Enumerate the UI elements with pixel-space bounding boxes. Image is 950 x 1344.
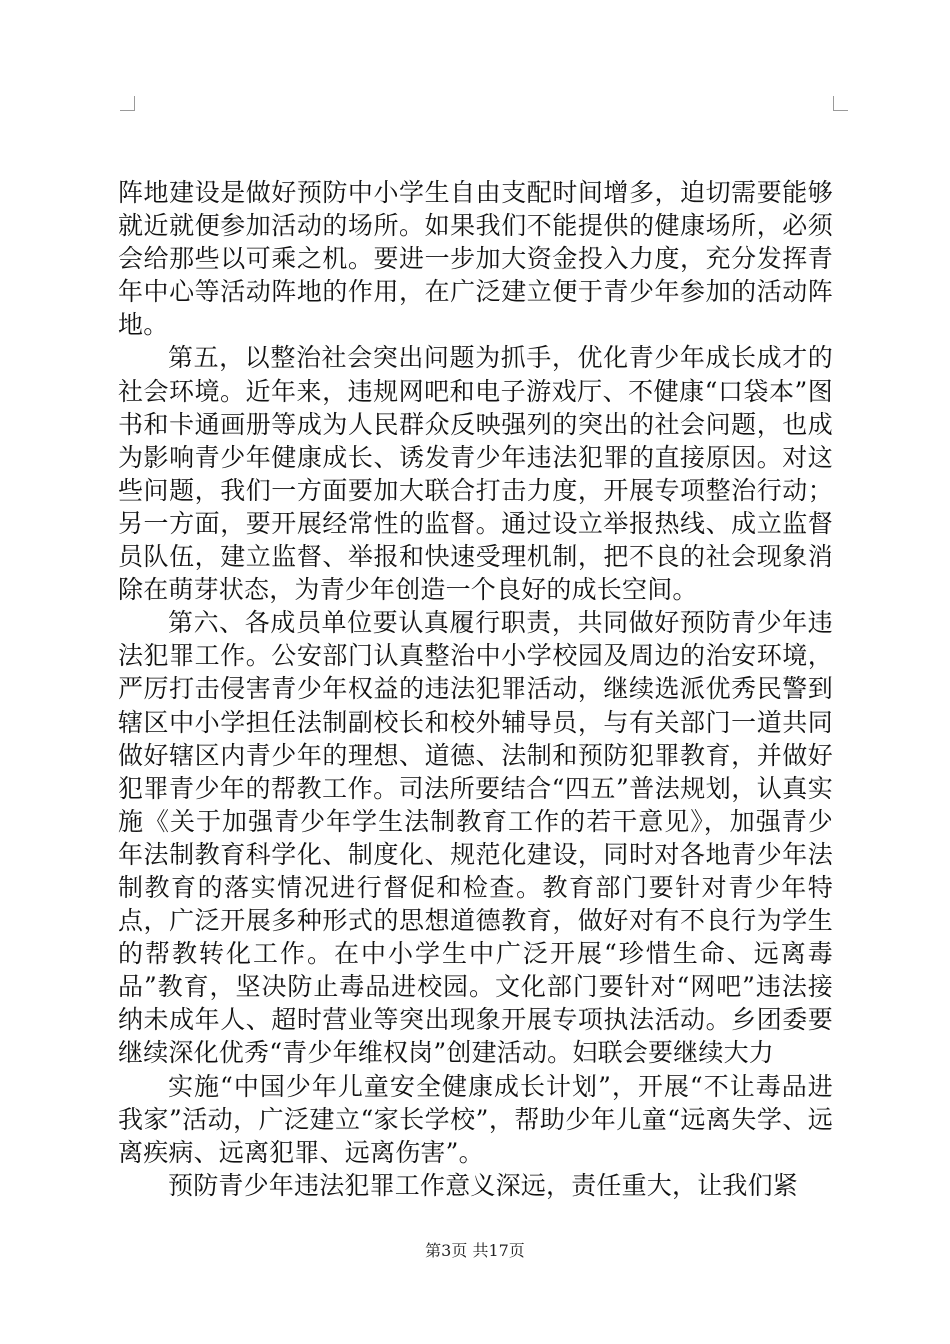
paragraph-sixth-point: 第六、各成员单位要认真履行职责，共同做好预防青少年违法犯罪工作。公安部门认真整治中小学校园及周边的治安环境，严厉打击侵害青少年权益的违法犯罪活动，继续选派优秀民警到辖区中小学担任法制副校长和校外辅导员，与有关部门一道共同做好辖区内青少年的理想、道德、法制和预防犯罪教育，并做好犯罪青少年的帮教工作。司法所要结合“四五”普法规划，认真实施《关于加强青少年学生法制教育工作的若干意见》，加强青少年法制教育科学化、制度化、规范化建设，同时对各地青少年法制教育的落实情况进行督促和检查。教育部门要针对青少年特点，广泛开展多种形式的思想道德教育，做好对有不良行为学生的帮教转化工作。在中小学生中广泛开展“珍惜生命、远离毒品”教育，坚决防止毒品进校园。文化部门要针对“网吧”违法接纳未成年人、超时营业等突出现象开展专项执法活动。乡团委要继续深化优秀“青少年维权岗”创建活动。妇联会要继续大力 (118, 608, 833, 1068)
top-left-crop-mark (120, 96, 135, 111)
page-number-footer: 第3页 共17页 (425, 1241, 525, 1260)
paragraph-womens-federation: 实施“中国少年儿童安全健康成长计划”，开展“不让毒品进我家”活动，广泛建立“家长学校”，帮助少年儿童“远离失学、远离疾病、远离犯罪、远离伤害”。 (118, 1071, 833, 1167)
top-right-crop-mark (833, 96, 848, 111)
document-body (118, 176, 833, 1202)
paragraph-fifth-point: 第五，以整治社会突出问题为抓手，优化青少年成长成才的社会环境。近年来，违规网吧和电子游戏厅、不健康“口袋本”图书和卡通画册等成为人民群众反映强列的突出的社会问题，也成为影响青少年健康成长、诱发青少年违法犯罪的直接原因。对这些问题，我们一方面要加大联合打击力度，开展专项整治行动；另一方面，要开展经常性的监督。通过设立举报热线、成立监督员队伍，建立监督、举报和快速受理机制，把不良的社会现象消除在萌芽状态，为青少年创造一个良好的成长空间。 (118, 343, 833, 605)
paragraph-closing: 预防青少年违法犯罪工作意义深远，责任重大，让我们紧 (168, 1170, 799, 1200)
paragraph-continuation: 阵地建设是做好预防中小学生自由支配时间增多，迫切需要能够就近就便参加活动的场所。如果我们不能提供的健康场所，必须会给那些以可乘之机。要进一步加大资金投入力度，充分发挥青年中心等活动阵地的作用，在广泛建立便于青少年参加的活动阵地。 (118, 178, 833, 340)
